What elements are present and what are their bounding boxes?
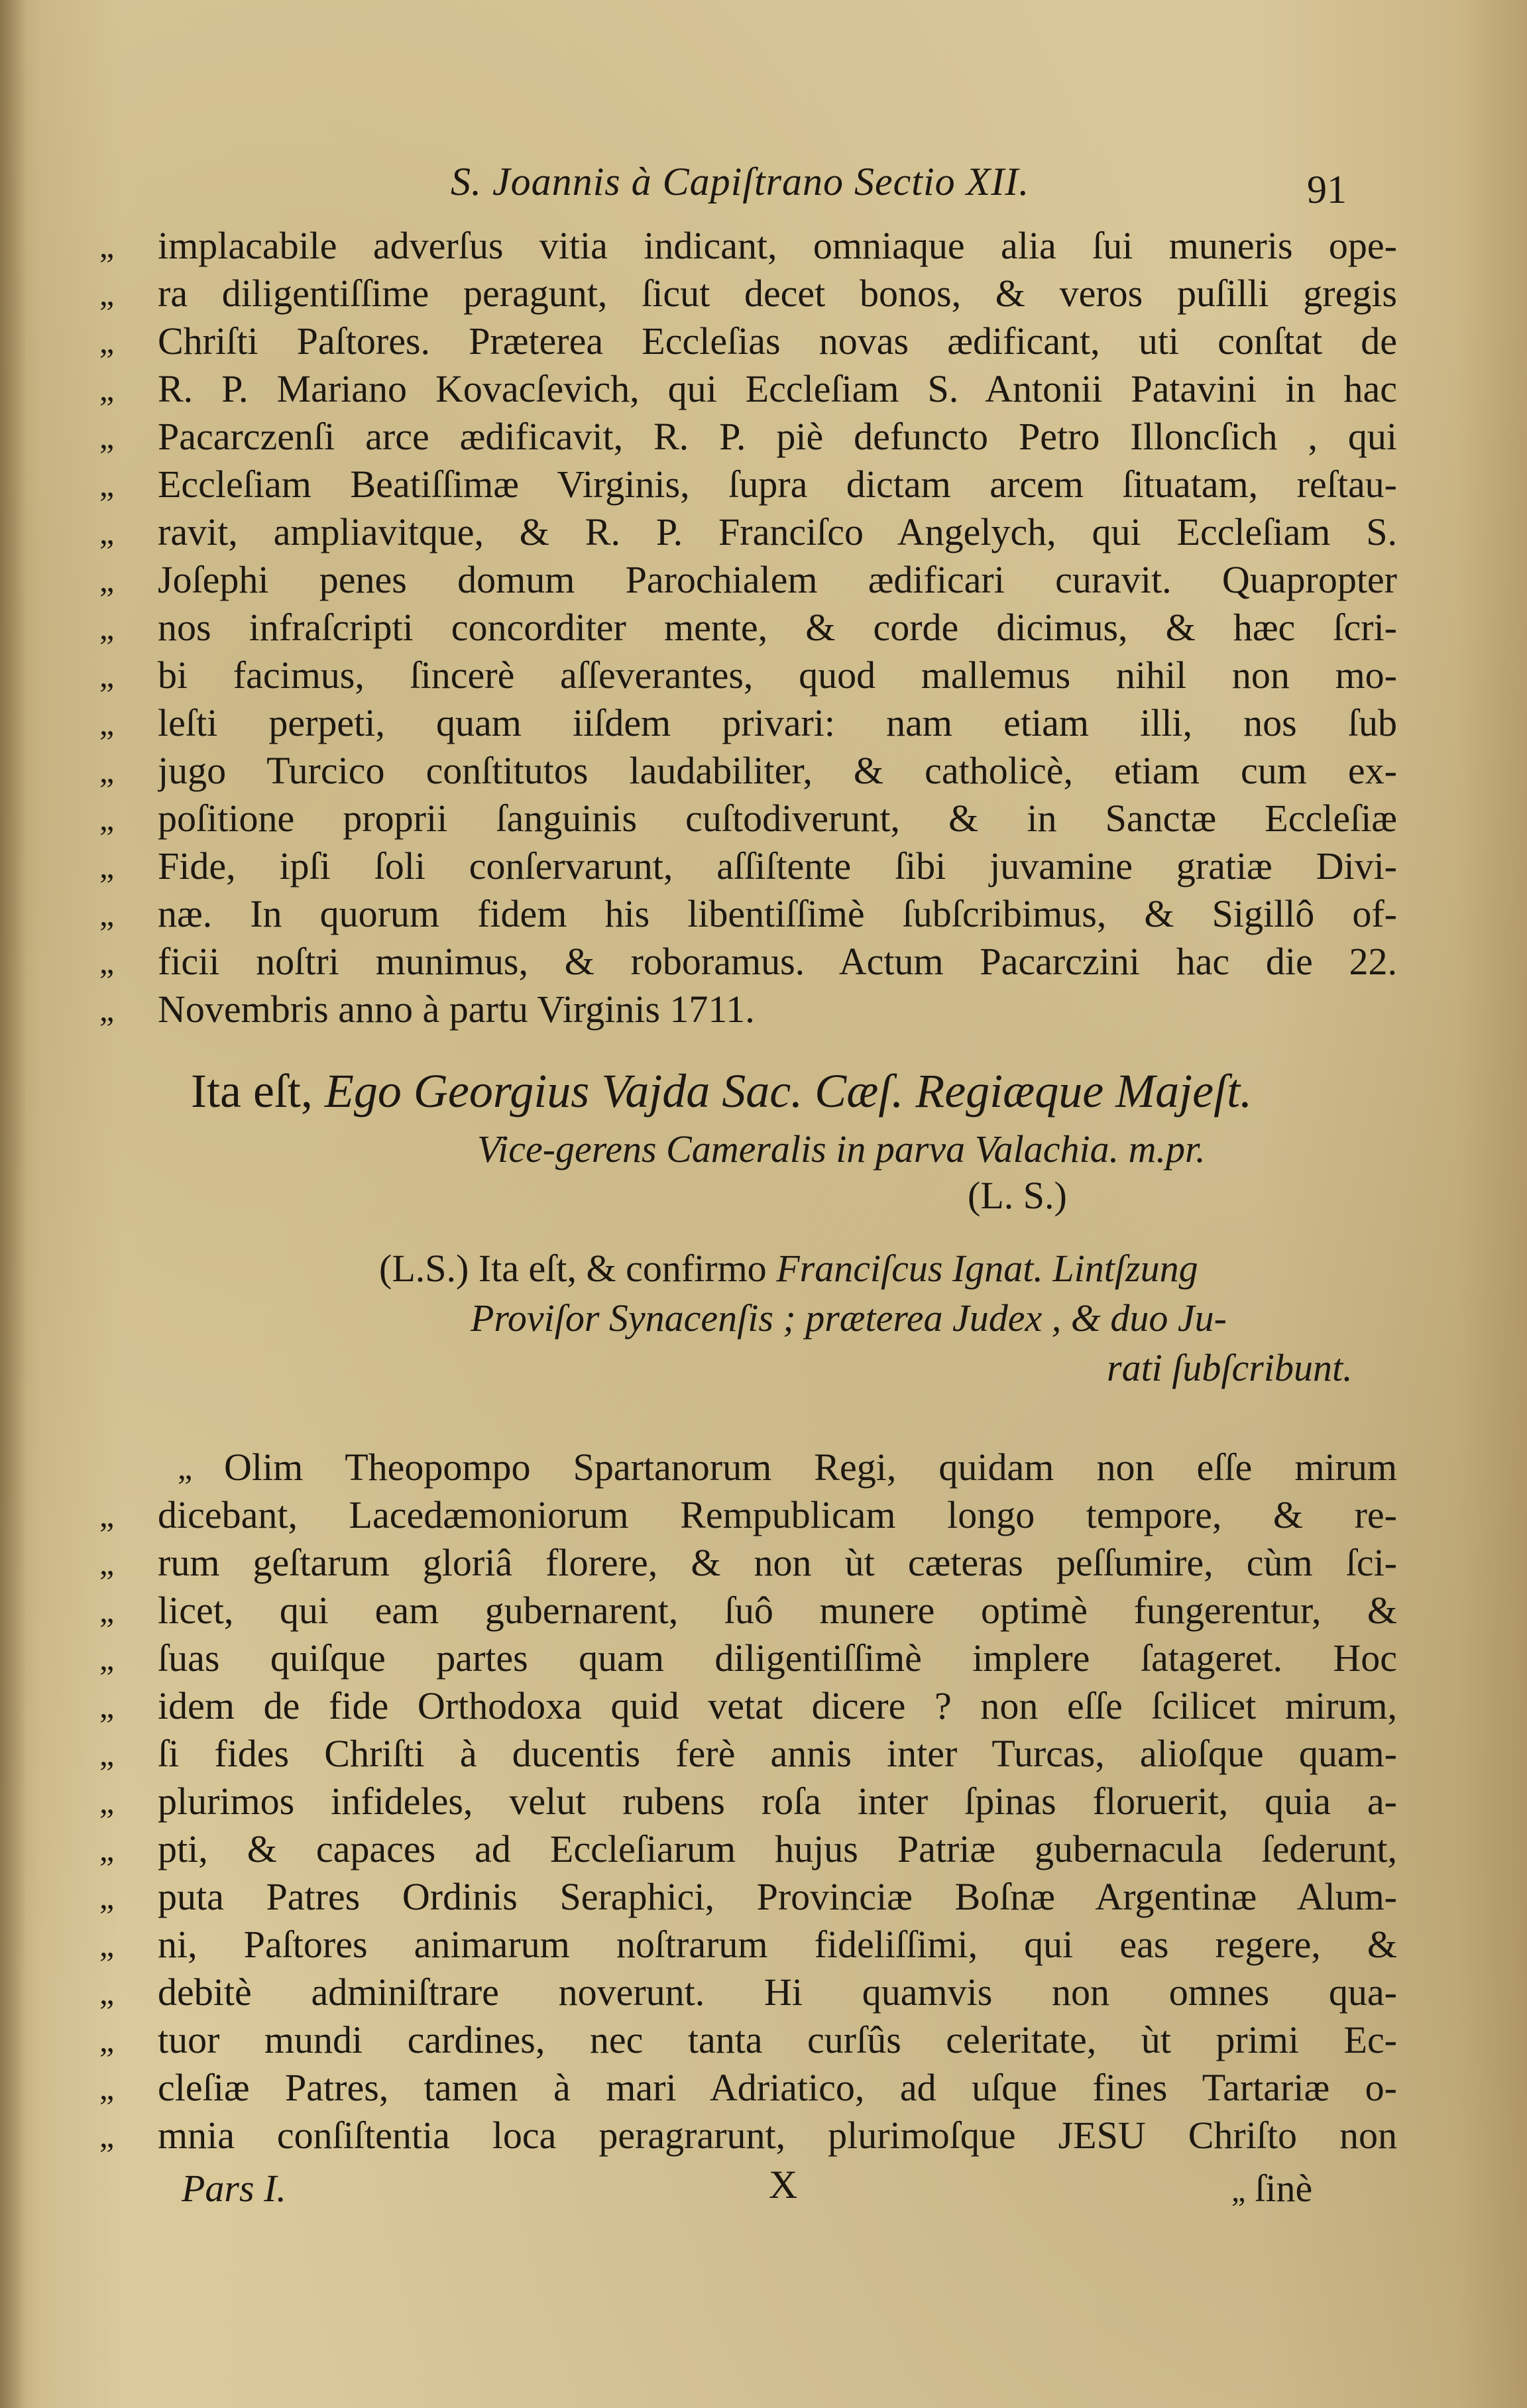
quote-mark: „ [99,1878,115,1916]
quote-mark: „ [99,2022,115,2059]
line-text: leſti perpeti, quam iiſdem privari: nam etiam illi, nos ſub [158,701,1397,744]
text-line [0,222,1527,270]
text-line [0,413,1527,461]
part-label: Pars I. [182,2167,286,2210]
line-text: jugo Turcico conſtitutos laudabiliter, & catholicè, etiam cum ex- [158,749,1397,792]
text-line [0,1825,1527,1873]
text-line [0,1539,1527,1587]
line-text: mnia conſiſtentia loca peragrarunt, plurimoſque JESU Chriſto non [158,2114,1397,2157]
line-text: pti, & capaces ad Eccleſiarum hujus Patriæ gubernacula ſederunt, [158,1827,1397,1870]
line-text: licet, qui eam gubernarent, ſuô munere optimè fungerentur, & [158,1589,1397,1632]
text-line [0,1587,1527,1634]
text-line [0,986,1527,1033]
text-line [0,1778,1527,1825]
text-line [0,699,1527,747]
quote-mark: „ [99,371,115,408]
quote-mark: „ [99,609,115,646]
confirmation-text: Ita eſt, & confirmo [478,1247,767,1290]
quote-mark: „ [99,1831,115,1868]
quote-mark: „ [178,1449,193,1486]
confirmation-seal: (L.S.) [379,1247,469,1290]
quote-mark: „ [99,275,115,312]
attestation-line [191,1064,1252,1119]
line-text: idem de fide Orthodoxa quid vetat dicere ? non eſſe ſcilicet mirum, [158,1684,1397,1727]
quote-mark: „ [99,991,115,1028]
text-line [0,2112,1527,2159]
line-text: ſuas quiſque partes quam diligentiſſimè implere ſatageret. Hoc [158,1636,1397,1680]
quote-mark: „ [99,848,115,885]
quote-mark: „ [99,2069,115,2106]
text-line [0,1634,1527,1682]
line-text: rum geſtarum gloriâ florere, & non ùt cæteras peſſumire, cùm ſci- [158,1541,1397,1584]
line-text: Olim Theopompo Spartanorum Regi, quidam non eſſe mirum [224,1446,1397,1489]
quote-mark: „ [99,1735,115,1772]
quote-mark: „ [99,1783,115,1820]
line-text: Eccleſiam Beatiſſimæ Virginis, ſupra dictam arcem ſituatam, reſtau- [158,463,1397,506]
text-line [0,1969,1527,2016]
confirmation-line-3: rati ſubſcribunt. [1107,1346,1353,1389]
line-text: bi facimus, ſincerè aſſeverantes, quod mallemus nihil non mo- [158,654,1397,697]
catchword-text: ſinè [1255,2167,1313,2210]
text-line [0,461,1527,508]
quote-mark: „ [99,895,115,933]
quote-mark: „ [99,2117,115,2154]
quote-mark: „ [99,1544,115,1581]
line-text: dicebant, Lacedæmoniorum Rempublicam longo tempore, & re- [158,1493,1397,1536]
text-line [0,795,1527,842]
quote-mark: „ [99,227,115,264]
line-text: poſitione proprii ſanguinis cuſtodiverunt, & in Sanctæ Eccleſiæ [158,797,1397,840]
confirmation-line [379,1246,1198,1290]
quote-mark: „ [99,1592,115,1629]
text-line [0,938,1527,986]
text-line [0,890,1527,938]
text-line [0,556,1527,604]
seal-mark: (L. S.) [968,1174,1067,1217]
text-line [0,2064,1527,2112]
text-line [0,317,1527,365]
quote-mark: „ [99,943,115,980]
line-text: Fide, ipſi ſoli conſervarunt, aſſiſtente ſibi juvamine gratiæ Divi- [158,844,1397,888]
quote-mark: „ [99,705,115,742]
line-text: puta Patres Ordinis Seraphici, Provinciæ Boſnæ Argentinæ Alum- [158,1875,1397,1918]
text-line [0,1444,1527,1491]
signature-mark: X [769,2163,798,2207]
text-line [0,842,1527,890]
text-line [0,1873,1527,1921]
attestation-title: Vice-gerens Cameralis in parva Valachia. m.pr. [477,1127,1206,1171]
text-line [0,1682,1527,1730]
paragraph-2 [0,1444,1527,2159]
text-line [0,1730,1527,1778]
text-line [0,2016,1527,2064]
quote-mark: „ [99,800,115,837]
quote-mark: „ [99,466,115,503]
text-line [0,508,1527,556]
text-line [0,747,1527,795]
quote-mark: „ [99,657,115,694]
quote-mark: „ [99,514,115,551]
text-line [0,365,1527,413]
quote-mark: „ [99,1974,115,2011]
quote-mark: „ [99,1640,115,1677]
quote-mark: „ [99,1688,115,1725]
line-text: næ. In quorum fidem his libentiſſimè ſubſcribimus, & Sigillô of- [158,892,1397,935]
quote-mark: „ [99,418,115,455]
paragraph-1 [0,222,1527,1033]
line-text: Chriſti Paſtores. Præterea Eccleſias novas ædificant, uti conſtat de [158,319,1397,363]
quote-mark: „ [99,752,115,789]
line-text: plurimos infideles, velut rubens roſa inter ſpinas floruerit, quia a- [158,1780,1397,1823]
line-text: implacabile adverſus vitia indicant, omniaque alia ſui muneris ope- [158,224,1397,267]
line-text: Novembris anno à partu Virginis 1711. [158,988,755,1031]
attestation-lead: Ita eſt, [191,1064,313,1118]
line-text: ſi fides Chriſti à ducentis ferè annis inter Turcas, alioſque quam- [158,1732,1397,1775]
catchword [1231,2166,1312,2210]
page-number: 91 [1307,168,1347,211]
line-text: ravit, ampliavitque, & R. P. Franciſco Angelych, qui Eccleſiam S. [158,510,1397,553]
line-text: R. P. Mariano Kovacſevich, qui Eccleſiam S. Antonii Patavini in hac [158,367,1397,410]
line-text: ra diligentiſſime peragunt, ſicut decet bonos, & veros puſilli gregis [158,272,1397,315]
line-text: ficii noſtri munimus, & roboramus. Actum Pacarczini hac die 22. [158,940,1397,983]
line-text: Joſephi penes domum Parochialem ædificari curavit. Quapropter [158,558,1397,601]
quote-mark: „ [1231,2173,1246,2208]
line-text: nos infraſcripti concorditer mente, & corde dicimus, & hæc ſcri- [158,606,1397,649]
attestation-name: Ego Georgius Vajda Sac. Cæſ. Regiæque Majeſt. [324,1064,1253,1118]
quote-mark: „ [99,323,115,360]
quote-mark: „ [99,1497,115,1534]
text-line [0,1491,1527,1539]
quote-mark: „ [99,1926,115,1963]
confirmation-name: Franciſcus Ignat. Lintſzung [776,1247,1198,1290]
quote-mark: „ [99,561,115,599]
running-title: S. Joannis à Capiſtrano Sectio XII. [451,160,1030,203]
confirmation-line-2: Proviſor Synacenſis ; præterea Judex , & duo Ju- [471,1296,1227,1340]
text-line [0,1921,1527,1969]
line-text: Pacarczenſi arce ædificavit, R. P. piè defuncto Petro Illoncſich , qui [158,415,1397,458]
line-text: cleſiæ Patres, tamen à mari Adriatico, ad uſque fines Tartariæ o- [158,2066,1397,2109]
line-text: ni, Paſtores animarum noſtrarum fideliſſimi, qui eas regere, & [158,1923,1397,1966]
text-line [0,652,1527,699]
text-line [0,270,1527,317]
line-text: tuor mundi cardines, nec tanta curſûs celeritate, ùt primi Ec- [158,2018,1397,2061]
text-line [0,604,1527,652]
line-text: debitè adminiſtrare noverunt. Hi quamvis non omnes qua- [158,1971,1397,2014]
